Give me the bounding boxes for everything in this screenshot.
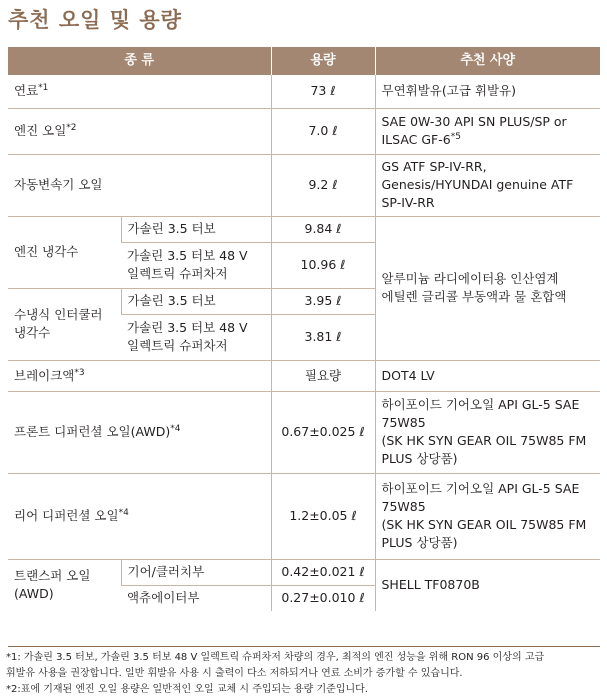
table-row-transmission — [8, 154, 600, 216]
brake-spec: DOT4 LV — [375, 360, 600, 391]
engine-oil-name: 엔진 오일$^{*2}$ — [8, 108, 271, 154]
transfer-spec: SHELL TF0870B — [375, 559, 600, 611]
transfer-cap2: 0.27±0.010 ℓ — [271, 585, 375, 611]
engine-oil-spec: SAE 0W-30 API SN PLUS/SP or ILSAC GF-6$^{*5}$ — [375, 108, 600, 154]
footnote-1-line2: 휘발유 사용을 권장합니다. 일반 휘발유 사용 시 출력이 다소 저하되거나 연료 소비가 증가할 수 있습니다. — [6, 668, 463, 679]
table-row-coolant-1 — [8, 216, 600, 242]
coolant-name: 엔진 냉각수 — [8, 216, 121, 288]
rear-diff-spec: 하이포이드 기어오일 API GL-5 SAE 75W85 (SK HK SYN GEAR OIL 75W85 FM PLUS 상당품) — [375, 473, 600, 559]
footnotes — [6, 650, 606, 698]
front-diff-capacity: 0.67±0.025 ℓ — [271, 391, 375, 473]
table-header-row — [8, 47, 600, 75]
table-row-rear-diff — [8, 473, 600, 559]
fuel-capacity: 73 ℓ — [271, 75, 375, 108]
intercooler-sub1: 가솔린 3.5 터보 — [121, 288, 271, 314]
footnote-2: *2:표에 기재된 엔진 오일 용량은 일반적인 오일 교체 시 주입되는 용량 기준입니다. — [6, 684, 368, 695]
coolant-sub1: 가솔린 3.5 터보 — [121, 216, 271, 242]
header-spec: 추천 사양 — [375, 47, 600, 75]
coolant-spec: 알루미늄 라디에이터용 인산염계 에틸렌 글리콜 부동액과 물 혼합액 — [375, 216, 600, 360]
recommended-oil-table — [8, 47, 600, 611]
brake-name: 브레이크액$^{*3}$ — [8, 360, 271, 391]
table-row-engine-oil — [8, 108, 600, 154]
intercooler-cap1: 3.95 ℓ — [271, 288, 375, 314]
transfer-cap1: 0.42±0.021 ℓ — [271, 559, 375, 585]
page-title: 추천 오일 및 용량 — [8, 8, 182, 32]
coolant-sub2: 가솔린 3.5 터보 48 V 일렉트릭 슈퍼차저 — [121, 242, 271, 288]
table-row-front-diff — [8, 391, 600, 473]
front-diff-name: 프론트 디퍼런셜 오일(AWD)$^{*4}$ — [8, 391, 271, 473]
table-row-transfer-1 — [8, 559, 600, 585]
coolant-cap1: 9.84 ℓ — [271, 216, 375, 242]
transfer-sub2: 액츄에이터부 — [121, 585, 271, 611]
brake-capacity: 필요량 — [271, 360, 375, 391]
footnote-1-line1: *1: 가솔린 3.5 터보, 가솔린 3.5 터보 48 V 일렉트릭 슈퍼차저 차량의 경우, 최적의 엔진 성능을 위해 RON 96 이상의 고급 — [6, 652, 545, 663]
header-capacity: 용량 — [271, 47, 375, 75]
front-diff-spec: 하이포이드 기어오일 API GL-5 SAE 75W85 (SK HK SYN GEAR OIL 75W85 FM PLUS 상당품) — [375, 391, 600, 473]
coolant-cap2: 10.96 ℓ — [271, 242, 375, 288]
table-row-fuel — [8, 75, 600, 108]
table-bottom-rule — [8, 646, 600, 647]
rear-diff-name: 리어 디퍼런셜 오일$^{*4}$ — [8, 473, 271, 559]
transmission-capacity: 9.2 ℓ — [271, 154, 375, 216]
intercooler-name: 수냉식 인터쿨러 냉각수 — [8, 288, 121, 360]
transmission-spec: GS ATF SP-IV-RR, Genesis/HYUNDAI genuine ATF SP-IV-RR — [375, 154, 600, 216]
intercooler-cap2: 3.81 ℓ — [271, 314, 375, 360]
header-kind: 종 류 — [8, 47, 271, 75]
fuel-name: 연료$^{*1}$ — [14, 83, 49, 99]
transfer-sub1: 기어/클러치부 — [121, 559, 271, 585]
intercooler-sub2: 가솔린 3.5 터보 48 V 일렉트릭 슈퍼차저 — [121, 314, 271, 360]
engine-oil-capacity: 7.0 ℓ — [271, 108, 375, 154]
transfer-name: 트랜스퍼 오일 (AWD) — [8, 559, 121, 611]
fuel-spec: 무연휘발유(고급 휘발유) — [375, 75, 600, 108]
rear-diff-capacity: 1.2±0.05 ℓ — [271, 473, 375, 559]
transmission-name: 자동변속기 오일 — [8, 154, 271, 216]
table-row-brake — [8, 360, 600, 391]
